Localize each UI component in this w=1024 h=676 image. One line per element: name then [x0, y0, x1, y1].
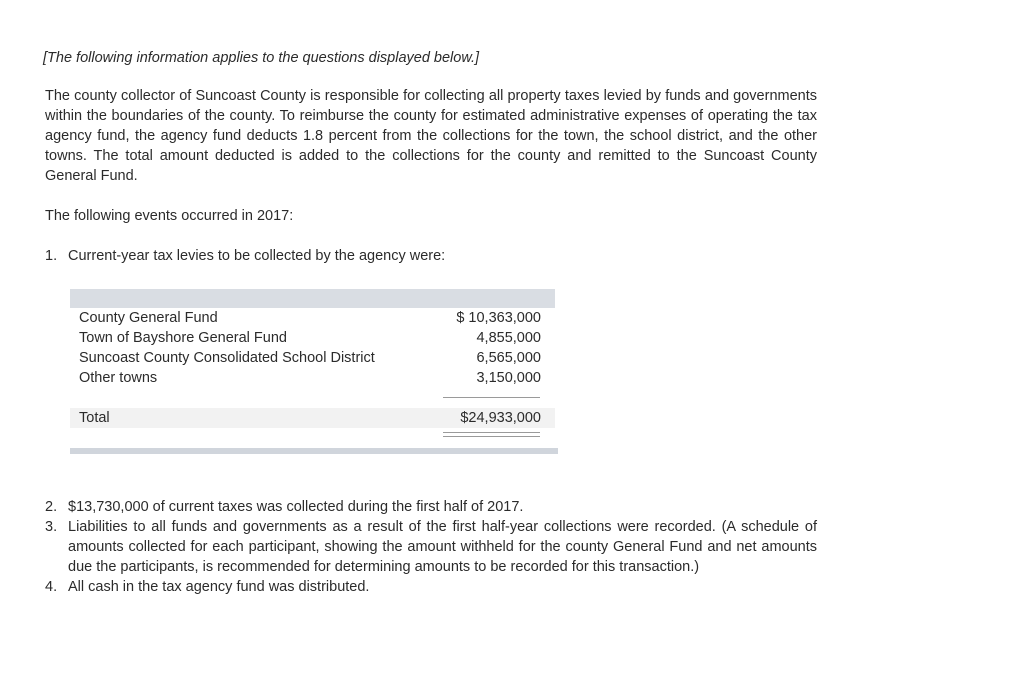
- row-amount: 6,565,000: [476, 350, 541, 366]
- table-row: [70, 348, 555, 368]
- list-item-number: 3.: [45, 519, 58, 535]
- event-list-first: [45, 246, 817, 266]
- tax-levy-table: [70, 289, 555, 454]
- total-rule-row: [70, 428, 555, 448]
- list-item-text: Liabilities to all funds and governments as a result of the first half-year collections were recorded. (A schedule of amounts collected for each participant, showing the amount withheld for the county General Fund and net amounts due the participants, is recommended for determining amounts to be recorded for this transaction.): [68, 519, 817, 575]
- list-item-number: 1.: [45, 248, 58, 264]
- table-row: [70, 308, 555, 328]
- table-header-band: [70, 289, 555, 308]
- events-heading: The following events occurred in 2017:: [45, 208, 294, 224]
- total-label: Total: [79, 410, 110, 426]
- total-row: [70, 408, 555, 428]
- row-label: Town of Bayshore General Fund: [79, 330, 287, 346]
- list-item-text: $13,730,000 of current taxes was collected during the first half of 2017.: [68, 499, 524, 515]
- list-item-text: All cash in the tax agency fund was distributed.: [68, 579, 370, 595]
- list-item: [45, 497, 817, 517]
- row-label: Other towns: [79, 370, 158, 386]
- list-item: [45, 577, 817, 597]
- intro-note: [The following information applies to the questions displayed below.]: [43, 50, 480, 66]
- list-item-number: 4.: [45, 579, 58, 595]
- total-amount: $24,933,000: [460, 410, 541, 426]
- list-item-text: Current-year tax levies to be collected by the agency were:: [68, 248, 446, 264]
- table-footer-band: [70, 448, 558, 454]
- description-paragraph: The county collector of Suncoast County is responsible for collecting all property taxes levied by funds and governments within the boundaries of the county. To reimburse the county for estimated administrative expenses of operating the tax agency fund, the agency fund deducts 1.8 percent from the collections for the town, the school district, and the other towns. The total amount deducted is added to the collections for the county and remitted to the Suncoast County General Fund.: [45, 88, 817, 184]
- problem-text: [43, 48, 817, 595]
- event-list-rest: [45, 497, 817, 597]
- row-label: Suncoast County Consolidated School District: [79, 350, 375, 366]
- row-amount: 3,150,000: [476, 370, 541, 386]
- list-item: [45, 246, 817, 266]
- list-item: [45, 517, 817, 577]
- double-underline: [443, 432, 540, 437]
- table-row: [70, 328, 555, 348]
- subtotal-rule-row: [70, 388, 555, 408]
- subtotal-rule: [443, 397, 540, 398]
- table-body: [70, 308, 555, 448]
- row-label: County General Fund: [79, 310, 218, 326]
- row-amount: 4,855,000: [476, 330, 541, 346]
- list-item-number: 2.: [45, 499, 58, 515]
- table-row: [70, 368, 555, 388]
- row-amount: $ 10,363,000: [456, 310, 541, 326]
